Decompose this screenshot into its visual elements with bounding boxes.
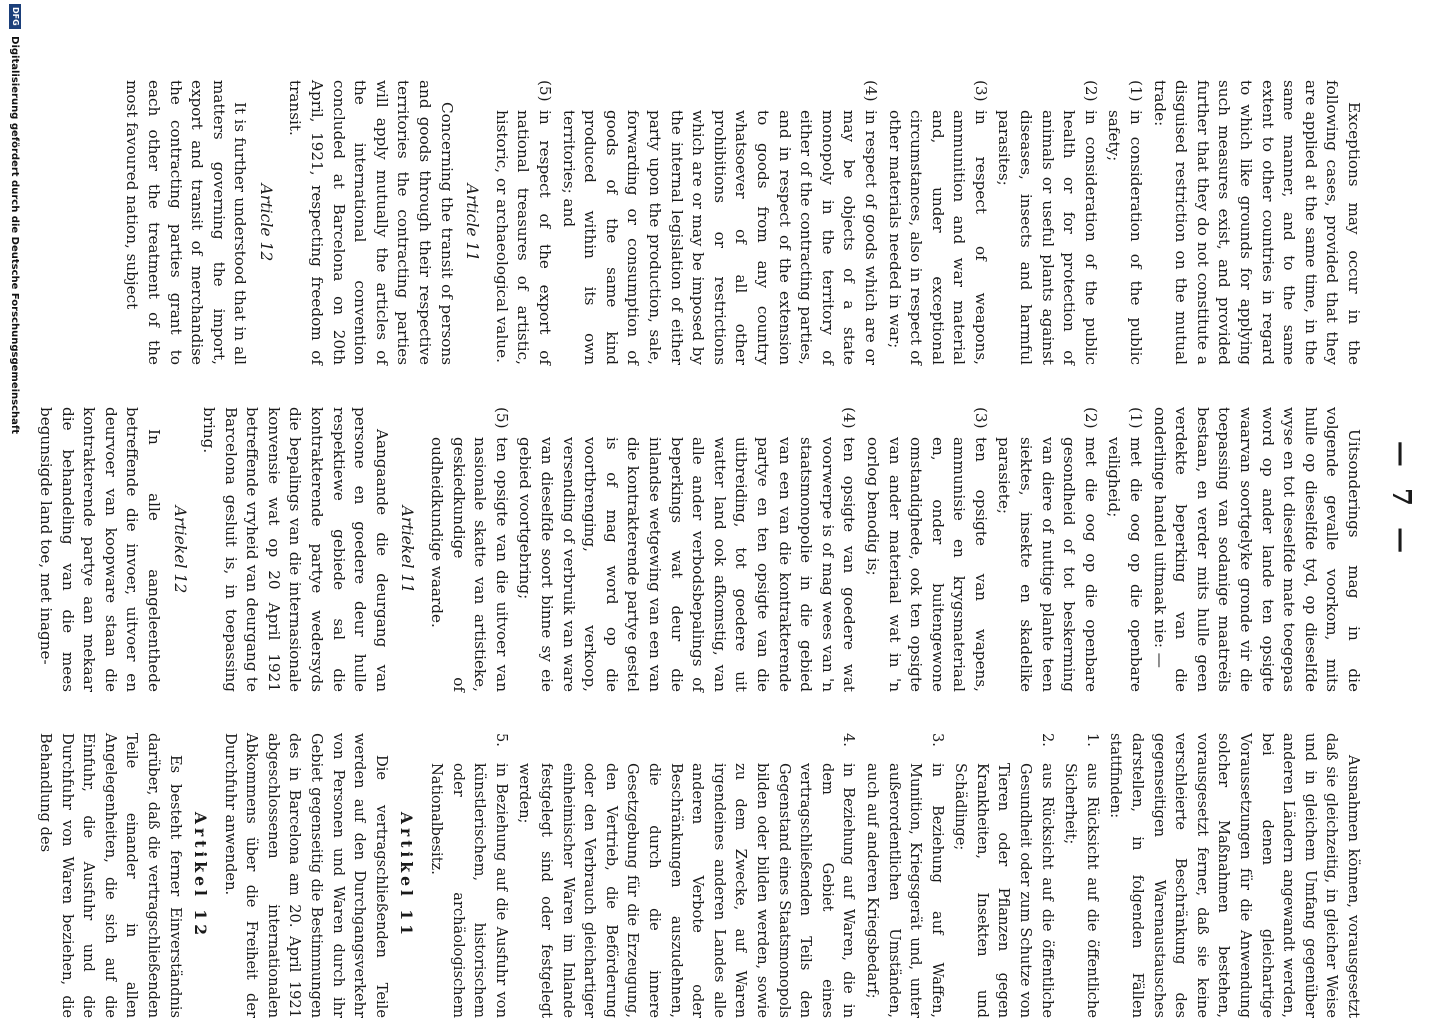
english-article-11-text: Concerning the transit of persons and goods through their respective territories the contracting parties will apply mutually the articles of the international convention concluded at Barcelona on 20th April, 1921, respecting freedom of transit. — [286, 80, 456, 365]
item-number: (5) — [536, 80, 555, 102]
afrikaans-item — [425, 407, 511, 692]
english-article-12-heading: Article 12 — [256, 183, 275, 262]
afrikaans-item — [1103, 407, 1146, 692]
german-article-12-heading: Artikel 12 — [191, 811, 211, 940]
item-number: (5) — [492, 407, 511, 429]
afrikaans-item — [514, 407, 860, 692]
afrikaans-article-12-heading: Artiekel 12 — [170, 505, 189, 594]
credit-text: Digitalisierung gefördert durch die Deutsche Forschungsgemeinschaft — [9, 36, 20, 435]
item-text: ten opsigte van wapens, ammunisie en krygsmateriaal en, onder buitengewone omstandighede, ook ten opsigte van ander materiaal wat in 'n oorlog benodig is; — [863, 437, 990, 692]
page-number: — 7 — — [1386, 440, 1416, 560]
german-item — [514, 733, 860, 1018]
english-item — [1103, 80, 1146, 365]
item-text: aus Rücksicht auf die öffentliche Sicherheit; — [1062, 763, 1101, 1018]
item-text: in consideration of the public safety; — [1105, 110, 1146, 365]
english-item — [490, 80, 555, 365]
item-text: ten opsigte van die uitvoer van nasionale skatte van artistieke, geskiedkundige of oudheidkundige waarde. — [428, 437, 511, 692]
column-german — [34, 733, 1364, 1018]
item-number: (3) — [971, 407, 990, 429]
item-text: met die oog op die openbare gesondheid of tot beskerming van diere of nuttige plante teen siektes, insekte en skadelike parasiete; — [995, 437, 1100, 692]
english-article-11-heading: Article 11 — [463, 183, 482, 262]
item-text: in respect of the export of national treasures of artistic, historic, or archaeological value. — [492, 110, 555, 365]
item-number: 4. — [840, 733, 858, 747]
english-intro: Exceptions may occur in the following cases, provided that they are applied at the same time, in the same manner, and to the same extent to other countries in regard to which like grounds for applying such measures exist, and provided further that they do not constitute a disguised restriction on the mutual trade: — [1150, 80, 1363, 365]
afrikaans-item — [993, 407, 1101, 692]
german-item — [425, 733, 511, 1018]
item-text: in consideration of the public health or for protection of animals or useful plants against diseases, insects and harmful parasites; — [995, 110, 1100, 365]
afrikaans-item — [861, 407, 991, 692]
afrikaans-article-11-text: Aangaande die deurgang van persone en goedere deur hulle respektiewe gebiede sal die kontrakterende partye wedersyds die bepalings van die internasionale konvensie wat op 20 April 1921 betreffende vryheid van deurgang te Barcelona gesluit is, in toepassing bring. — [200, 407, 391, 692]
item-text: in Beziehung auf Waren, die in dem Gebiet eines vertragschließenden Teils den Gegenstand eines Staatsmonopols bilden oder bilden werden, sowie zu dem Zwecke, auf Waren irgendeines anderen Landes alle anderen Verbote oder Beschränkungen auszudehnen, die durch die innere Gesetzgebung für die Erzeugung, den Vertrieb, die Beförderung oder den Verbrauch gleichartiger einheimischer Waren im Inlande festgelegt sind oder festgelegt werden; — [516, 763, 858, 1018]
dfg-logo: DFG — [9, 4, 21, 29]
afrikaans-article-11-heading: Artiekel 11 — [398, 505, 417, 594]
english-article-12-text: It is further understood that in all matters governing the import, export and transit of merchandise the contracting parties grant to each other the treatment of the most favoured nation, subject — [123, 80, 250, 365]
item-number: (2) — [1081, 407, 1100, 429]
item-text: in Beziehung auf die Ausfuhr von künstlerischem, historischem oder archäologischem Nationalbesitz. — [428, 763, 510, 1018]
german-article-11-heading: Artikel 11 — [397, 811, 417, 940]
item-number: 5. — [492, 733, 510, 747]
item-text: aus Rücksicht auf die öffentliche Gesundheit oder zum Schutze von Tieren oder Pflanzen gegen Krankheiten, Insekten und Schädlinge; — [952, 763, 1056, 1018]
column-english — [121, 80, 1364, 365]
german-item — [950, 733, 1058, 1018]
column-afrikaans — [34, 407, 1364, 692]
german-item — [1060, 733, 1103, 1018]
item-number: 1. — [1083, 733, 1101, 747]
item-number: (4) — [861, 80, 880, 102]
german-intro: Ausnahmen können, vorausgesetzt daß sie gleichzeitig, in gleicher Weise und in gleichem Umfang gegenüber anderen Ländern angewandt werden, bei denen gleichartige Voraussetzungen für die Anwendung solcher Maßnahmen bestehen, vorausgesetzt ferner, daß sie keine verschleierte Beschränkung des gegenseitigen Warenaustausches darstellen, in folgenden Fällen stattfinden: — [1107, 733, 1362, 1018]
item-text: in respect of goods which are or may be objects of a state monopoly in the territory of either of the contracting parties, and in respect of the extension to goods from any country whatsoever of all other prohibitions or restrictions which are or may be imposed by the internal legislation of either party upon the production, sale, forwarding or consumption of goods of the same kind produced within its own territories; and — [559, 110, 880, 365]
item-text: in Beziehung auf Waffen, Munition, Kriegsgerät und, unter außerordentlichen Umständen, auch auf anderen Kriegsbedarf; — [863, 763, 946, 1018]
item-number: 3. — [928, 733, 946, 747]
item-text: met die oog op die openbare veiligheid; — [1105, 437, 1146, 692]
item-text: ten opsigte van goedere wat voorwerpe is of mag wees van 'n staatsmonopolie in die gebied van een van die kontrakterende partye en ten opsigte van die uitbreiding, tot goedere uit watter land ook afkomstig, van alle ander verbodsbepalings of beperkings wat deur die inlandse wetgewing van een van die kontrakterende partye gestel is of mag word op die voortbrenging, verkoop, versending of verbruik van ware van dieselfde soort binne sy eie gebied voortgebring; — [516, 437, 859, 692]
german-item — [861, 733, 947, 1018]
afrikaans-intro: Uitsonderings mag in die volgende gevalle voorkom, mits hulle op dieselfde tyd, op dieselfde wyse en tot dieselfde mate toegepas word op ander lande ten opsigte waarvan soortgelyke gronde vir die toepassing van sodanige maatreëls bestaan, en verder mits hulle geen verdekte beperking van die onderlinge handel uitmaak nie: — — [1150, 407, 1363, 692]
english-item — [993, 80, 1101, 365]
german-article-12-text: Es besteht ferner Einverständnis darüber, daß die vertragschließenden Teile einander in allen Angelegenheiten, die sich auf die Einfuhr, die Ausfuhr und die Durchfuhr von Waren beziehen, die Behandlung des — [36, 733, 184, 1018]
item-number: (1) — [1127, 80, 1146, 102]
english-item — [883, 80, 991, 365]
item-number: 2. — [1038, 733, 1056, 747]
item-number: (3) — [971, 80, 990, 102]
digitization-credit — [0, 0, 28, 1004]
english-item — [557, 80, 881, 365]
afrikaans-article-12-text: In alle aangeleenthede betreffende die invoer, uitvoer en deurvoer van koopware staan die kontrakterende partye aan mekaar die behandeling van die mees begunsigde land toe, met inagne- — [36, 407, 163, 692]
item-number: (4) — [840, 407, 859, 429]
item-number: (1) — [1127, 407, 1146, 429]
item-number: (2) — [1081, 80, 1100, 102]
item-text: in respect of weapons, ammunition and war material and, under exceptional circumstances, also in respect of other materials needed in war; — [885, 110, 990, 365]
german-article-11-text: Die vertragschließenden Teile werden auf den Durchgangsverkehr von Personen und Waren durch ihr Gebiet gegenseitig die Bestimmungen des in Barcelona am 20. April 1921 abgeschlossenen internationalen Abkommens über die Freiheit der Durchfuhr anwenden. — [221, 733, 390, 1018]
